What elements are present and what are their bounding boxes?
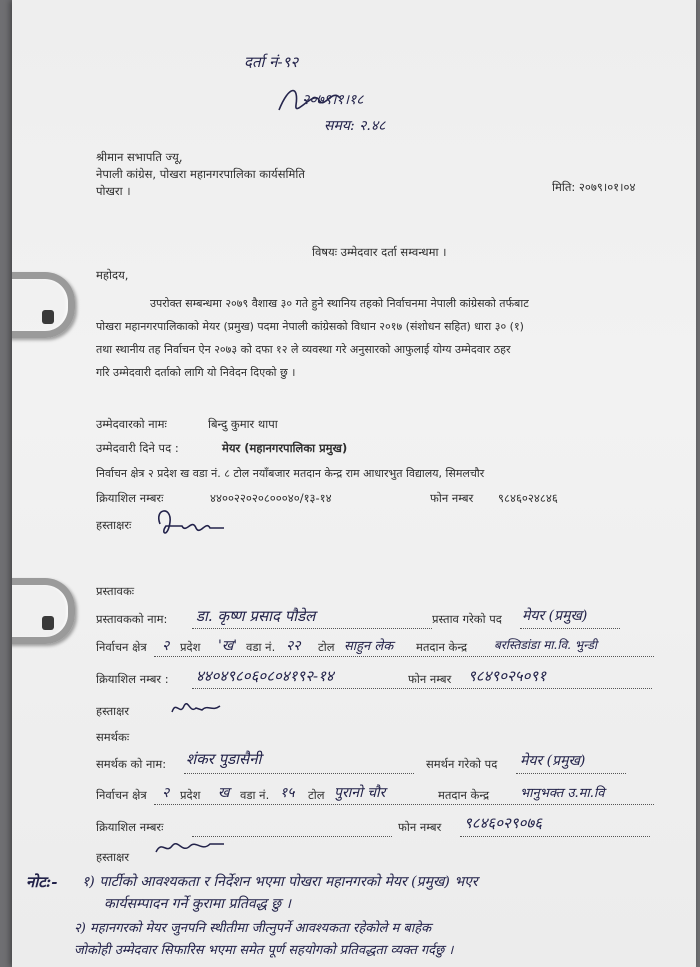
seconder-post-label: समर्थन गरेको पद [426, 757, 498, 771]
body-line-2: पोखरा महानगरपालिकाको मेयर (प्रमुख) पदमा नेपाली कांग्रेसको विधान २०१७ (संशोधन सहित) धारा ३० (१) [96, 320, 524, 333]
seconder-center: भानुभक्त उ.मा.वि [520, 786, 605, 801]
binder-ring-top [12, 272, 75, 338]
candidate-phone: ९८४६०२४८४६ [498, 491, 558, 505]
proposer-province: 'ख' [218, 638, 238, 654]
seconder-ward: १५ [280, 785, 295, 801]
stamp-initial-signature [274, 80, 344, 124]
proposer-post-label: प्रस्ताव गरेको पद [432, 612, 502, 626]
proposer-ward: २२ [286, 638, 301, 654]
binder-post-top [42, 310, 54, 324]
body-line-1: उपरोक्त सम्बन्धमा २०७९ वैशाख ३० गते हुने स्थानिय तहको निर्वाचनमा नेपाली कांग्रेसको तर्फबाट [150, 297, 529, 310]
seconder-center-label: मतदान केन्द्र [438, 788, 490, 802]
proposer-heading: प्रस्तावकः [96, 584, 135, 598]
seconder-province: ख [218, 785, 230, 801]
organization: नेपाली कांग्रेस, पोखरा महानगरपालिका कार्यसमिति [96, 167, 305, 181]
seconder-heading: समर्थकः [96, 730, 130, 744]
candidate-phone-label: फोन नम्बर [430, 491, 474, 505]
seconder-name: शंकर पुडासैनी [186, 750, 262, 768]
candidate-post-label: उम्मेदवारी दिने पद : [96, 441, 179, 455]
seconder-active-label: क्रियाशिल नम्बरः [96, 820, 164, 834]
subject: विषयः उम्मेदवार दर्ता सम्वन्धमा । [312, 245, 447, 259]
binder-ring-bottom [12, 578, 75, 644]
proposer-signature-label: हस्ताक्षर [96, 704, 130, 718]
seconder-signature [152, 836, 232, 864]
proposer-center: बरस्तिडांडा मा.वि. भुन्डी [494, 638, 598, 652]
proposer-name-label: प्रस्तावकको नाम: [96, 612, 168, 626]
candidate-active-no: ४४००२२०२०८०००४०/१३-१४ [210, 491, 332, 505]
body-line-3: तथा स्थानीय तह निर्वाचन ऐन २०७३ को दफा १२ ले व्यवस्था गरे अनुसारको आफुलाई योग्य उम्मेदवार ठहर [96, 343, 511, 356]
seconder-ward-label: वडा नं. [240, 788, 270, 802]
candidate-active-label: क्रियाशिल नम्बरः [96, 491, 164, 505]
proposer-center-label: मतदान केन्द्र [416, 640, 468, 654]
proposer-province-label: प्रदेश [180, 640, 201, 654]
proposer-post: मेयर (प्रमुख) [522, 608, 588, 624]
proposer-tole: साहुन लेक [344, 639, 394, 654]
candidate-constituency: निर्वाचन क्षेत्र २ प्रदेश ख वडा नं. ८ टोल नयाँबजार मतदान केन्द्र राम आधारभुत विद्यालय, सिमलचौर [96, 467, 485, 480]
note-line-3: २) महानगरको मेयर जुनपनि स्थीतीमा जीत्नुपर्ने आवश्यकता रहेकोले म बाहेक [74, 921, 432, 936]
stamp-registration-no: दर्ता नं-९२ [244, 53, 299, 71]
binder-post-bottom [42, 616, 54, 630]
stamp-date: २०७९।१।१८ [302, 92, 364, 108]
seconder-tole: पुरानो चौर [334, 785, 386, 801]
proposer-tole-label: टोल [318, 640, 335, 654]
addressee: श्रीमान सभापति ज्यू, [96, 150, 183, 164]
candidate-signature [152, 504, 232, 546]
note-line-1: १) पार्टीको आवश्यकता र निर्देशन भएमा पोखरा महानगरको मेयर (प्रमुख) भएर [82, 874, 478, 890]
note-label: नोट:- [26, 873, 58, 891]
candidate-name: बिन्दु कुमार थापा [208, 417, 278, 431]
proposer-active-no: ४४०४९८०६०८०४१९२-१४ [196, 667, 334, 685]
seconder-phone-label: फोन नम्बर [398, 820, 442, 834]
seconder-post: मेयर (प्रमुख) [520, 753, 586, 769]
stamp-time: समय: २.४८ [324, 118, 386, 134]
proposer-active-label: क्रियाशिल नम्बर : [96, 672, 169, 686]
proposer-constituency: २ [162, 638, 170, 654]
seconder-tole-label: टोल [308, 788, 325, 802]
candidate-name-label: उम्मेदवारको नामः [96, 417, 167, 431]
city: पोखरा । [96, 184, 131, 198]
seconder-constituency-label: निर्वाचन क्षेत्र [96, 788, 147, 802]
date: मिति: २०७९।०१।०४ [552, 180, 636, 194]
candidate-signature-label: हस्ताक्षरः [96, 518, 132, 532]
body-line-4: गरि उम्मेदवारी दर्ताको लागि यो निवेदन दिएको छु । [96, 366, 296, 379]
seconder-name-label: समर्थक को नाम: [96, 757, 167, 771]
seconder-constituency: २ [162, 785, 170, 801]
proposer-phone-label: फोन नम्बर [408, 672, 452, 686]
seconder-signature-label: हस्ताक्षर [96, 850, 130, 864]
proposer-signature [168, 694, 228, 724]
candidate-post: मेयर (महानगरपालिका प्रमुख) [222, 441, 348, 455]
note-line-2: कार्यसम्पादन गर्ने कुरामा प्रतिवद्ध छु । [104, 896, 291, 912]
application-document [12, 0, 696, 967]
note-line-4: जोकोही उम्मेदवार सिफारिस भएमा समेत पूर्ण सहयोगको प्रतिवद्धता व्यक्त गर्दछु । [74, 943, 454, 958]
seconder-phone: ९८४६०२९०७६ [464, 814, 543, 832]
salutation: महोदय, [96, 268, 129, 282]
proposer-constituency-label: निर्वाचन क्षेत्र [96, 640, 147, 654]
proposer-phone: ९८४९०२५०९१ [468, 667, 547, 685]
proposer-name: डा. कृष्ण प्रसाद पौडेल [196, 607, 316, 625]
proposer-ward-label: वडा नं. [246, 640, 276, 654]
seconder-province-label: प्रदेश [180, 788, 201, 802]
